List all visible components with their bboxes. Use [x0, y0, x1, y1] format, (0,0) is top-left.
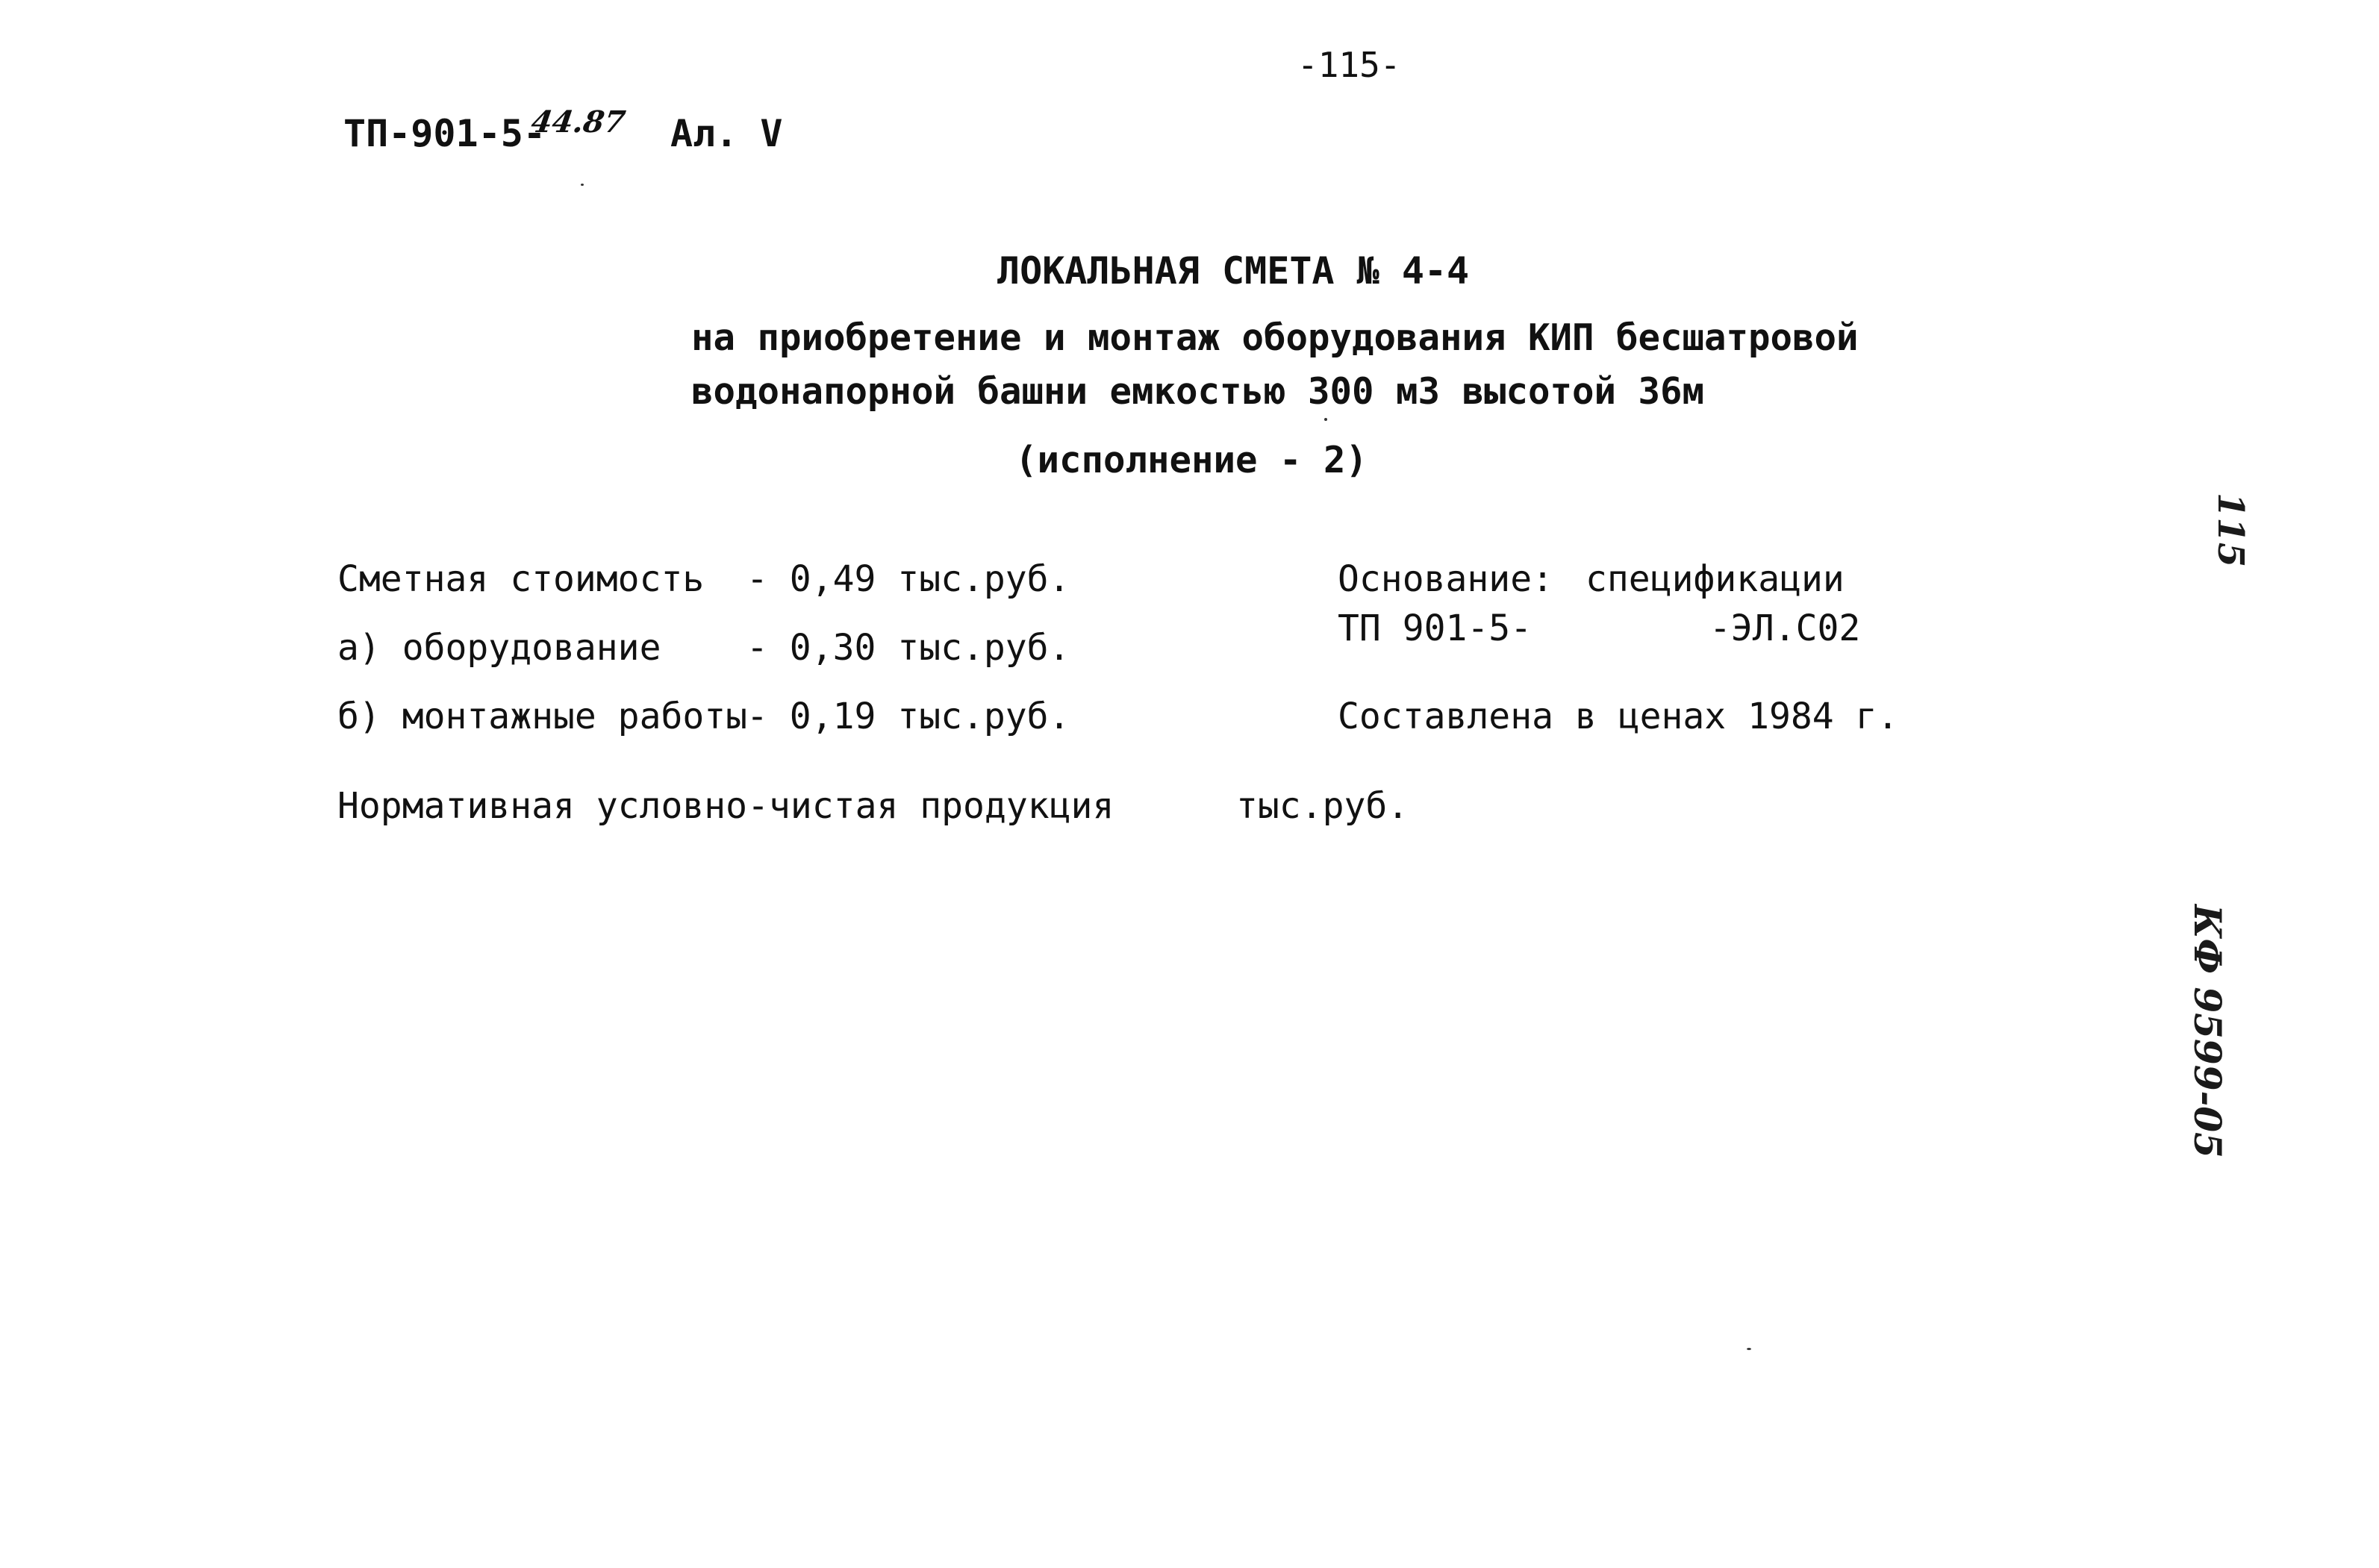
- scan-speck: [1324, 418, 1327, 421]
- spec-code-left: ТП 901-5-: [1338, 607, 1533, 649]
- margin-archive-code: КФ 9599-05: [2186, 905, 2230, 1158]
- normative-unit: тыс.руб.: [1236, 785, 1409, 827]
- album-label: Ал. V: [670, 112, 783, 155]
- subtitle-line-1: на приобретение и монтаж оборудования КИП бесшатровой: [691, 316, 1859, 359]
- scan-speck: [1747, 1348, 1751, 1350]
- document-heading: ЛОКАЛЬНАЯ СМЕТА № 4-4: [997, 249, 1470, 293]
- project-code-handwritten-number: 44.87: [529, 104, 628, 140]
- price-base-note: Составлена в ценах 1984 г.: [1338, 696, 1899, 737]
- project-code-prefix: ТП-901-5-: [343, 112, 546, 155]
- cost-equipment-label: а) оборудование: [337, 627, 661, 669]
- basis-label: Основание:: [1338, 558, 1553, 600]
- scan-speck: [581, 184, 584, 186]
- cost-total-label: Сметная стоимость: [337, 558, 705, 600]
- normative-label: Нормативная условно-чистая продукция: [337, 785, 1114, 827]
- cost-installation-value: - 0,19 тыс.руб.: [746, 696, 1070, 737]
- variant-label: (исполнение - 2): [1015, 439, 1368, 481]
- subtitle-line-2: водонапорной башни емкостью 300 м3 высотой 36м: [691, 370, 1705, 413]
- page-number: -115-: [1297, 45, 1401, 85]
- cost-equipment-value: - 0,30 тыс.руб.: [746, 627, 1070, 669]
- margin-sheet-number: 115: [2210, 493, 2251, 568]
- basis-value: спецификации: [1586, 558, 1845, 600]
- cost-installation-label: б) монтажные работы: [337, 696, 748, 737]
- cost-total-value: - 0,49 тыс.руб.: [746, 558, 1070, 600]
- spec-code-right: -ЭЛ.С02: [1709, 607, 1861, 649]
